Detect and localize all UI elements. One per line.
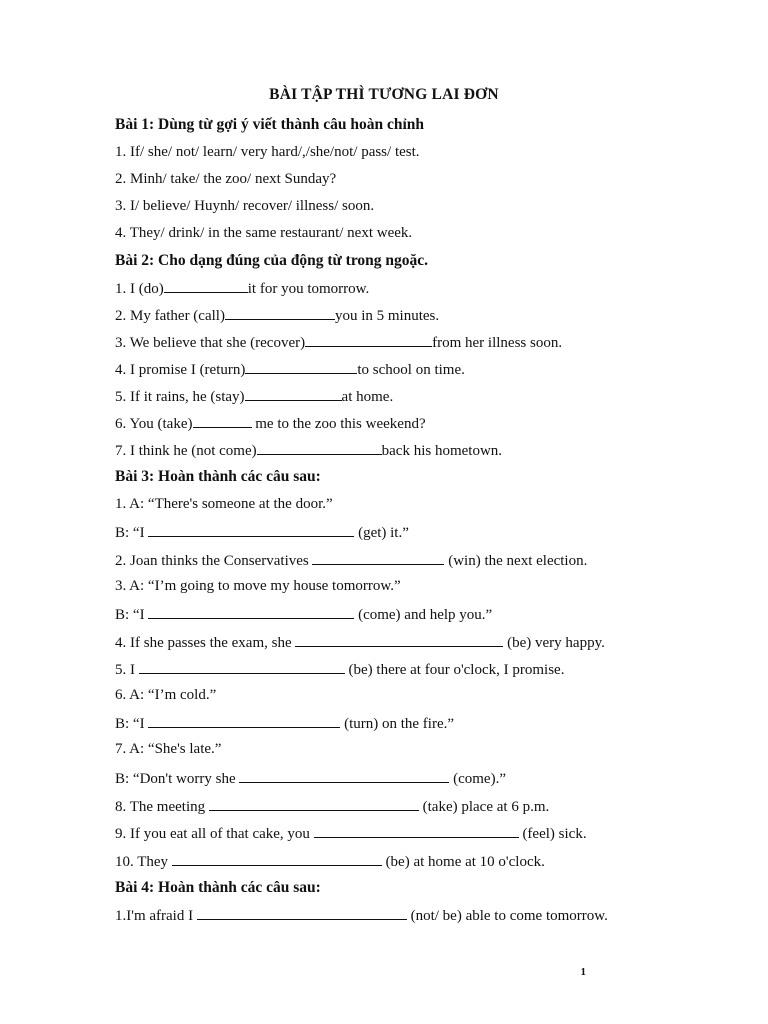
exercise-3-item-2: 2. Joan thinks the Conservatives (win) the next election. xyxy=(115,553,588,569)
exercise-2-item-7: 7. I think he (not come) back his hometown. xyxy=(115,443,503,459)
answer-blank[interactable] xyxy=(295,633,503,647)
answer-blank[interactable] xyxy=(314,824,519,838)
answer-blank[interactable] xyxy=(245,360,357,374)
exercise-3-item-7a: 7. A: “She's late.” xyxy=(115,741,222,757)
document-title: BÀI TẬP THÌ TƯƠNG LAI ĐƠN xyxy=(269,86,499,103)
exercise-3-item-7b: B: “Don't worry she (come).” xyxy=(115,771,506,787)
answer-blank[interactable] xyxy=(239,769,449,783)
answer-blank[interactable] xyxy=(139,660,345,674)
exercise-2-item-4: 4. I promise I (return) to school on time. xyxy=(115,362,465,378)
answer-blank[interactable] xyxy=(193,414,252,428)
exercise-4-item-1: 1.I'm afraid I (not/ be) able to come tomorrow. xyxy=(115,908,608,924)
answer-blank[interactable] xyxy=(172,852,382,866)
exercise-2-item-5: 5. If it rains, he (stay) at home. xyxy=(115,389,394,405)
section-3-heading: Bài 3: Hoàn thành các câu sau: xyxy=(115,468,321,485)
answer-blank[interactable] xyxy=(164,279,248,293)
answer-blank[interactable] xyxy=(209,797,419,811)
answer-blank[interactable] xyxy=(148,714,340,728)
exercise-2-item-1: 1. I (do) it for you tomorrow. xyxy=(115,281,370,297)
answer-blank[interactable] xyxy=(197,906,407,920)
section-2-heading: Bài 2: Cho dạng đúng của động từ trong ngoặc. xyxy=(115,252,429,269)
exercise-2-item-3: 3. We believe that she (recover) from her illness soon. xyxy=(115,335,563,351)
section-1-heading: Bài 1: Dùng từ gợi ý viết thành câu hoàn chỉnh xyxy=(115,116,425,133)
exercise-3-item-3b: B: “I (come) and help you.” xyxy=(115,607,493,623)
exercise-3-item-1b: B: “I (get) it.” xyxy=(115,525,409,541)
exercise-1-item-1: 1. If/ she/ not/ learn/ very hard/,/she/not/ pass/ test. xyxy=(115,144,420,160)
exercise-3-item-10: 10. They (be) at home at 10 o'clock. xyxy=(115,854,545,870)
answer-blank[interactable] xyxy=(305,333,432,347)
page-number: 1 xyxy=(580,966,586,978)
exercise-3-item-5: 5. I (be) there at four o'clock, I promise. xyxy=(115,662,565,678)
exercise-1-item-4: 4. They/ drink/ in the same restaurant/ next week. xyxy=(115,225,413,241)
exercise-1-item-2: 2. Minh/ take/ the zoo/ next Sunday? xyxy=(115,171,337,187)
exercise-3-item-6a: 6. A: “I’m cold.” xyxy=(115,687,217,703)
exercise-3-item-8: 8. The meeting (take) place at 6 p.m. xyxy=(115,799,550,815)
answer-blank[interactable] xyxy=(148,605,354,619)
exercise-3-item-1a: 1. A: “There's someone at the door.” xyxy=(115,496,333,512)
exercise-3-item-3a: 3. A: “I’m going to move my house tomorrow.” xyxy=(115,578,401,594)
exercise-1-item-3: 3. I/ believe/ Huynh/ recover/ illness/ soon. xyxy=(115,198,375,214)
exercise-3-item-9: 9. If you eat all of that cake, you (feel) sick. xyxy=(115,826,587,842)
answer-blank[interactable] xyxy=(245,387,342,401)
section-4-heading: Bài 4: Hoàn thành các câu sau: xyxy=(115,879,321,896)
answer-blank[interactable] xyxy=(312,551,444,565)
answer-blank[interactable] xyxy=(225,306,335,320)
exercise-3-item-6b: B: “I (turn) on the fire.” xyxy=(115,716,455,732)
answer-blank[interactable] xyxy=(148,523,354,537)
exercise-2-item-6: 6. You (take) me to the zoo this weekend? xyxy=(115,416,426,432)
answer-blank[interactable] xyxy=(257,441,382,455)
exercise-2-item-2: 2. My father (call) you in 5 minutes. xyxy=(115,308,440,324)
exercise-3-item-4: 4. If she passes the exam, she (be) very happy. xyxy=(115,635,605,651)
